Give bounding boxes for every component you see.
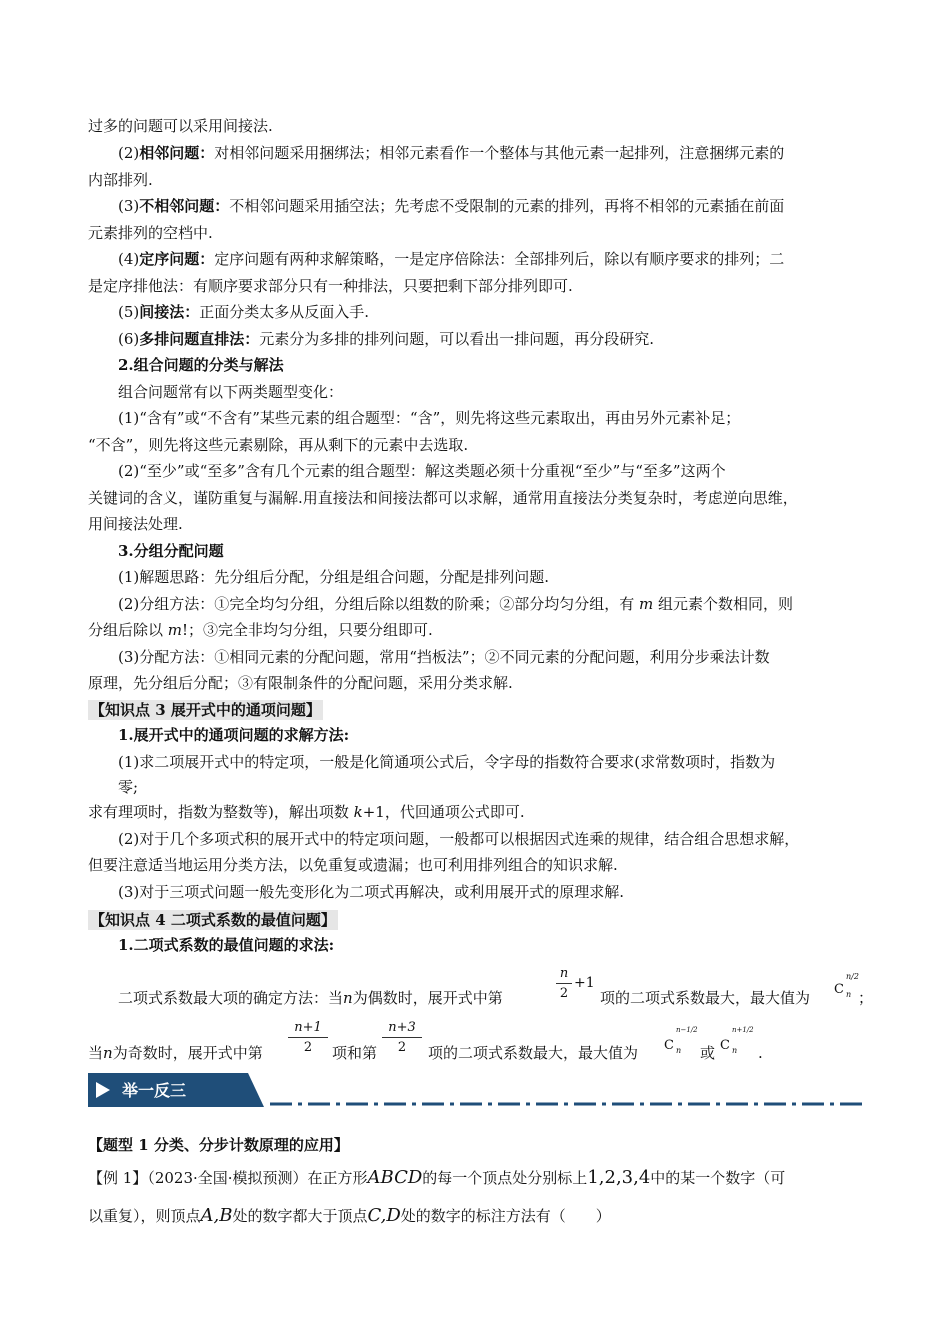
text-line: (4)定序问题：定序问题有两种求解策略，一是定序倍除法：全部排列后，除以有顺序要求的排列；二 [118,250,785,268]
subheading: 2.组合问题的分类与解法 [118,356,284,374]
text-line: 项的二项式系数最大，最大值为 [428,1044,639,1062]
knowledge-point-heading: 【知识点 4 二项式系数的最值问题】 [90,911,336,929]
text-line: ； [858,989,874,1007]
plus-one: +1 [574,975,595,991]
text-line: 但要注意适当地运用分类方法，以免重复或遗漏；也可利用排列组合的知识求解. [88,856,618,874]
text-line: 原理，先分组后分配；③有限制条件的分配问题，采用分类求解. [88,674,513,692]
subheading: 1.展开式中的通项问题的求解方法: [118,726,350,744]
text-line: 零; [118,778,139,796]
text-line: (2)“至少”或“至多”含有几个元素的组合题型：解这类题必须十分重视“至少”与“至多”这两个 [118,462,726,480]
text-line: (6)多排问题直排法：元素分为多排的排列问题，可以看出一排问题，再分段研究. [118,330,655,348]
text-line: 当n为奇数时，展开式中第 [88,1044,263,1062]
question-type-heading: 【题型 1 分类、分步计数原理的应用】 [88,1136,349,1154]
fraction-n-plus-3-over-2: n+3 2 [382,1020,422,1055]
knowledge-point-heading: 【知识点 3 展开式中的通项问题】 [90,701,321,719]
fraction-n-over-2: n 2 [556,966,572,1001]
text-line: 或 [700,1044,716,1062]
text-line: (2)相邻问题：对相邻问题采用捆绑法；相邻元素看作一个整体与其他元素一起排列，注意捆绑元素的 [118,144,785,162]
text-line: 项的二项式系数最大，最大值为 [600,989,811,1007]
text-line: 元素排列的空档中. [88,224,213,242]
example-line: 以重复），则顶点A,B处的数字都大于顶点C,D处的数字的标注方法有（ ） [88,1205,611,1226]
text-line: 组合问题常有以下两类题型变化： [118,383,344,401]
text-line: 求有理项时，指数为整数等)，解出项数 k+1，代回通项公式即可. [88,803,525,821]
banner-label: 举一反三 [122,1081,187,1100]
text-line: (1)解题思路：先分组后分配，分组是组合问题，分配是排列问题. [118,568,550,586]
text-line: (5)间接法：正面分类太多从反面入手. [118,303,370,321]
text-line: . [758,1044,763,1062]
text-line: 内部排列. [88,171,153,189]
text-line: (2)分组方法：①完全均匀分组，分组后除以组数的阶乘；②部分均匀分组，有 m 组元素个数相同，则 [118,595,794,613]
text-line: (3)不相邻问题：不相邻问题采用插空法；先考虑不受限制的元素的排列，再将不相邻的元素插在前面 [118,197,785,215]
text-line: 过多的问题可以采用间接法. [88,117,273,135]
text-line: (2)对于几个多项式积的展开式中的特定项问题，一般都可以根据因式连乘的规律，结合组合思想求解， [118,830,800,848]
text-line: 用间接法处理. [88,515,183,533]
text-line: 分组后除以 m!；③完全非均匀分组，只要分组即可. [88,621,433,639]
text-line: (1)“含有”或“不含有”某些元素的组合题型：“含”，则先将这些元素取出，再由另外元素补足； [118,409,741,427]
dash-dot-divider [270,1102,862,1106]
subheading: 1.二项式系数的最值问题的求法: [118,936,335,954]
text-line: “不含”，则先将这些元素剔除，再从剩下的元素中去选取. [88,436,469,454]
text-line: 是定序排他法：有顺序要求部分只有一种排法，只要把剩下部分排列即可. [88,277,573,295]
section-banner [88,1073,264,1107]
text-line: (3)对于三项式问题一般先变形化为二项式再解决，或利用展开式的原理求解. [118,883,625,901]
subheading: 3.分组分配问题 [118,542,224,560]
binomial-c-n-plus-1-half: C n+1/2 n [720,1026,754,1055]
binomial-c-n-half: C n/2 n [834,972,859,999]
text-line: (1)求二项展开式中的特定项，一般是化简通项公式后，令字母的指数符合要求(求常数项时，指数为 [118,753,776,771]
fraction-n-plus-1-over-2: n+1 2 [288,1020,328,1055]
example-line: 【例 1】（2023·全国·模拟预测）在正方形ABCD的每一个顶点处分别标上1,2,3,4中的某一个数字（可 [88,1167,786,1188]
text-line: 二项式系数最大项的确定方法：当n为偶数时，展开式中第 [118,989,503,1007]
text-line: 关键词的含义，谨防重复与漏解.用直接法和间接法都可以求解，通常用直接法分类复杂时，考虑逆向思维， [88,489,798,507]
text-line: 项和第 [332,1044,378,1062]
text-line: (3)分配方法：①相同元素的分配问题，常用“挡板法”；②不同元素的分配问题，利用分步乘法计数 [118,648,770,666]
binomial-c-n-minus-1-half: C n−1/2 n [664,1026,698,1055]
